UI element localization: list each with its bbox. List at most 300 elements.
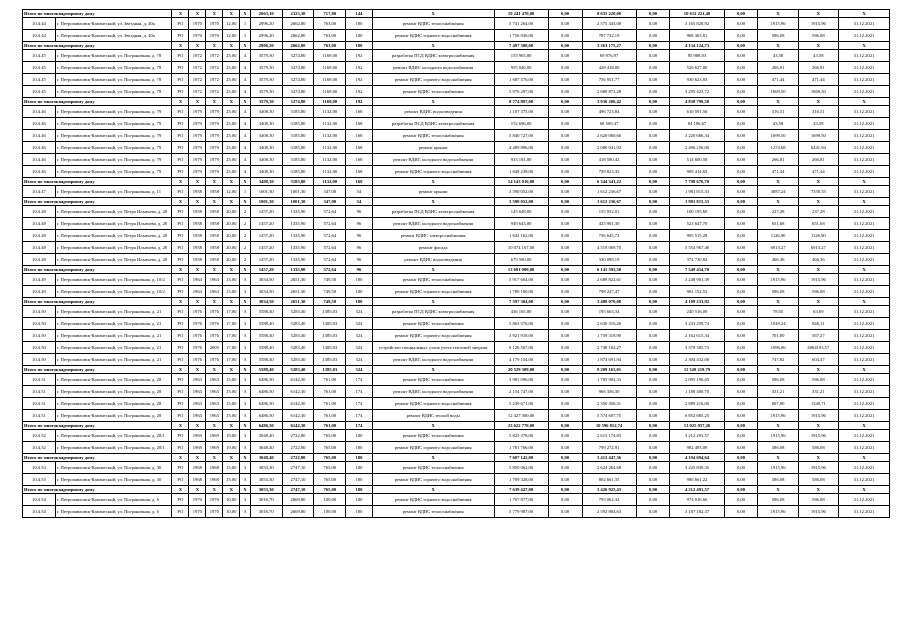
row-number: 10.4.54 — [23, 506, 56, 518]
table-cell: 1968 — [206, 462, 223, 474]
table-cell: 6 344 341,22 — [582, 178, 636, 186]
work-type-cell: ремонт ВДИС водоотведения — [372, 106, 494, 118]
table-cell: 1979 — [189, 130, 206, 142]
table-cell: X — [240, 266, 251, 274]
table-cell: 17,00 — [223, 330, 240, 342]
table-cell: 1669,50 — [798, 86, 838, 98]
table-cell: 6142,30 — [282, 374, 314, 386]
table-cell: 749,50 — [314, 298, 346, 306]
table-cell: 567,27 — [798, 330, 838, 342]
table-row — [23, 306, 890, 318]
table-cell: 180 — [346, 486, 372, 494]
table-row — [23, 342, 890, 354]
table-cell: 2651,30 — [282, 286, 314, 298]
table-cell: 761,00 — [314, 374, 346, 386]
work-type-cell: ремонт ВДИС холодного водоснабжения — [372, 62, 494, 74]
table-cell: 192 — [346, 98, 372, 106]
table-cell: X — [838, 266, 889, 274]
table-cell: 17,00 — [223, 354, 240, 366]
table-cell: 0,00 — [548, 454, 582, 462]
table-cell: РО — [172, 154, 189, 166]
table-cell: РО — [172, 318, 189, 330]
table-cell: 0,00 — [548, 494, 582, 506]
table-cell: 6486,50 — [250, 410, 282, 422]
table-cell: 31.12.2021 — [838, 106, 889, 118]
table-cell: 155 052,01 — [582, 206, 636, 218]
table-cell: 0,00 — [636, 106, 670, 118]
table-cell: 15,00 — [223, 386, 240, 398]
table-cell: 3274,80 — [282, 50, 314, 62]
table-cell: 168 — [346, 130, 372, 142]
table-cell: 192 — [346, 50, 372, 62]
table-cell: 0,00 — [724, 62, 758, 74]
table-cell: 763,00 — [314, 30, 346, 42]
table-cell: 1001,30 — [282, 198, 314, 206]
address-cell: г. Петропавловск-Камчатский, ул. Пограничная, д. 28 — [55, 374, 172, 386]
table-cell: 749,50 — [314, 274, 346, 286]
table-cell: 13,00 — [223, 286, 240, 298]
table-cell: 266,81 — [758, 62, 798, 74]
work-type-cell: ремонт ВДИС горячего водоснабжения — [372, 74, 494, 86]
table-cell: 1457,20 — [250, 206, 282, 218]
table-cell: РО — [172, 130, 189, 142]
table-cell: 3 426 925,43 — [582, 486, 636, 494]
table-cell: X — [206, 42, 223, 50]
table-cell: 4 — [240, 118, 251, 130]
row-number: 10.4.51 — [23, 398, 56, 410]
table-cell: 31.12.2021 — [838, 330, 889, 342]
table-cell: 1972 — [189, 50, 206, 62]
table-cell: 374 730,82 — [670, 254, 724, 266]
table-row — [23, 398, 890, 410]
table-cell: 0,00 — [724, 42, 758, 50]
table-cell: 180 — [346, 462, 372, 474]
table-cell: X — [240, 298, 251, 306]
table-cell: 1958 — [206, 230, 223, 242]
table-cell: 5 825 378,00 — [494, 430, 548, 442]
table-cell: 1 981 815,33 — [670, 198, 724, 206]
address-cell: г. Петропавловск-Камчатский, ул. Пограничная, д. 78 — [55, 74, 172, 86]
table-cell: 0,00 — [548, 198, 582, 206]
work-type-cell: ремонт ВДИС горячего водоснабжения — [372, 286, 494, 298]
table-cell: 1968 — [206, 474, 223, 486]
table-cell: 0,00 — [724, 166, 758, 178]
table-row — [23, 230, 890, 242]
table-cell: 0,00 — [636, 274, 670, 286]
table-cell: 96 — [346, 254, 372, 266]
table-cell: 1979 — [206, 118, 223, 130]
table-row — [23, 106, 890, 118]
table-cell: X — [223, 422, 240, 430]
table-cell: 3 187 182,37 — [670, 506, 724, 518]
table-cell: 31.12.2021 — [838, 318, 889, 330]
table-cell: 31.12.2021 — [838, 506, 889, 518]
table-cell: 2 613 174,83 — [582, 430, 636, 442]
table-cell: 1126,90 — [758, 230, 798, 242]
table-cell: 3053,30 — [250, 486, 282, 494]
table-row — [23, 330, 890, 342]
table-cell: 1915,96 — [758, 462, 798, 474]
work-type-cell: ремонт ВДИС водоотведения — [372, 254, 494, 266]
work-type-cell: разработка ПСД ВДИС электроснабжения — [372, 306, 494, 318]
table-cell: 0,00 — [548, 422, 582, 430]
address-cell: г. Петропавловск-Камчатский, ул. Пограничная, д. 21 — [55, 354, 172, 366]
address-cell: г. Петропавловск-Камчатский, ул. Пограничная, д. 6 — [55, 506, 172, 518]
table-cell: X — [172, 422, 189, 430]
row-number: 10.4.47 — [23, 186, 56, 198]
row-number: 10.4.46 — [23, 154, 56, 166]
table-row — [23, 430, 890, 442]
address-cell: г. Петропавловск-Камчатский, ул. Пограничная, д. 79 — [55, 154, 172, 166]
table-cell: 0,00 — [724, 10, 758, 18]
table-cell: 1 — [240, 186, 251, 198]
table-cell: 1335,90 — [282, 230, 314, 242]
table-cell: 43,58 — [798, 118, 838, 130]
table-cell: X — [223, 454, 240, 462]
table-cell: 3274,80 — [282, 86, 314, 98]
work-type-cell: ремонт ВДИС теплой воды — [372, 410, 494, 422]
table-cell: 0,00 — [548, 330, 582, 342]
table-cell: 2 496 256,00 — [670, 142, 724, 154]
table-cell: X — [798, 198, 838, 206]
total-label: Итого по многоквартирному дому — [23, 298, 172, 306]
table-cell: 0,00 — [548, 142, 582, 154]
table-cell: 586,08 — [758, 442, 798, 454]
table-cell: 1915,96 — [758, 430, 798, 442]
row-number: 10.4.45 — [23, 62, 56, 74]
table-cell: 19,00 — [223, 430, 240, 442]
table-cell: 3408,30 — [250, 118, 282, 130]
work-type-cell: X — [372, 42, 494, 50]
table-cell: X — [240, 198, 251, 206]
row-number: 10.4.52 — [23, 430, 56, 442]
table-cell: 425 901,30 — [582, 218, 636, 230]
table-cell: X — [223, 42, 240, 50]
table-cell: 1 756 036,00 — [494, 30, 548, 42]
table-cell: 0,00 — [636, 386, 670, 398]
table-cell: X — [240, 366, 251, 374]
table-cell: X — [189, 98, 206, 106]
address-cell: г. Петропавловск-Камчатский, ул. Пограничная, д. 79 — [55, 142, 172, 154]
table-cell: 2 592 804,63 — [582, 506, 636, 518]
table-cell: 968 303,81 — [670, 30, 724, 42]
table-row — [23, 142, 890, 154]
work-type-cell: ремонт ВДИС теплоснабжения — [372, 318, 494, 330]
table-row — [23, 442, 890, 454]
table-cell: 436 165,00 — [494, 306, 548, 318]
table-cell: 3408,30 — [250, 178, 282, 186]
table-cell: 2722,80 — [282, 454, 314, 462]
table-cell: 0,00 — [724, 462, 758, 474]
table-cell: РО — [172, 186, 189, 198]
table-cell: 1976 — [206, 306, 223, 318]
table-cell: 2 — [240, 254, 251, 266]
table-cell: 3 — [240, 286, 251, 298]
table-cell: 4 — [240, 62, 251, 74]
table-cell: 3185,80 — [282, 178, 314, 186]
table-cell: 168 — [346, 154, 372, 166]
table-cell: 3 233 259,74 — [670, 318, 724, 330]
table-cell: 25,00 — [223, 74, 240, 86]
table-cell: 2 162 615,34 — [670, 330, 724, 342]
table-cell: 6486,50 — [250, 374, 282, 386]
table-cell: 572,64 — [314, 230, 346, 242]
total-row — [23, 198, 890, 206]
table-cell: 78,05 — [758, 306, 798, 318]
table-cell: 7 497 300,00 — [494, 42, 548, 50]
table-cell: 0,00 — [548, 366, 582, 374]
table-cell: 1457,20 — [250, 242, 282, 254]
table-cell: 1385,03 — [314, 342, 346, 354]
work-type-cell: X — [372, 298, 494, 306]
table-cell: 6142,30 — [282, 398, 314, 410]
table-cell: 0,00 — [636, 254, 670, 266]
table-cell: 428 418,00 — [582, 62, 636, 74]
table-cell: 1096,06 — [758, 342, 798, 354]
table-cell: X — [758, 486, 798, 494]
table-cell: X — [189, 42, 206, 50]
table-cell: X — [798, 422, 838, 430]
table-cell: 0,00 — [724, 178, 758, 186]
total-row — [23, 366, 890, 374]
table-cell: 0,00 — [548, 218, 582, 230]
table-cell: 4 — [240, 74, 251, 86]
table-cell: 471,44 — [798, 166, 838, 178]
address-cell: г. Петропавловск-Камчатский, ул. Петра Ильичева, д. 20 — [55, 206, 172, 218]
table-cell: 651,68 — [758, 218, 798, 230]
table-cell: 12,00 — [223, 18, 240, 30]
table-cell: 347,00 — [314, 198, 346, 206]
table-cell: 324 — [346, 354, 372, 366]
table-cell: 1457,20 — [250, 218, 282, 230]
table-cell: X — [189, 486, 206, 494]
table-cell: 3 — [240, 274, 251, 286]
table-row — [23, 410, 890, 422]
table-cell: 266,81 — [798, 62, 838, 74]
table-cell: 0,00 — [724, 18, 758, 30]
row-number: 10.4.50 — [23, 354, 56, 366]
table-cell: 0,00 — [636, 30, 670, 42]
table-cell: X — [189, 366, 206, 374]
address-cell: г. Петропавловск-Камчатский, ул. Пограничная, д. 28/1 — [55, 442, 172, 454]
work-type-cell: ремонт ВДИС холодного водоснабжения — [372, 218, 494, 230]
table-cell: 1 — [240, 18, 251, 30]
table-cell: 13 691 090,00 — [494, 266, 548, 274]
table-cell: РО — [172, 106, 189, 118]
table-cell: X — [240, 422, 251, 430]
table-cell: 1969 — [206, 442, 223, 454]
table-cell: 0,00 — [636, 474, 670, 486]
table-cell: 31.12.2021 — [838, 286, 889, 298]
table-cell: РО — [172, 474, 189, 486]
table-cell: X — [206, 98, 223, 106]
table-cell: 3408,30 — [250, 154, 282, 166]
table-cell: 180 — [346, 30, 372, 42]
table-cell: РО — [172, 62, 189, 74]
table-cell: 0,00 — [724, 74, 758, 86]
table-cell: 0,00 — [548, 106, 582, 118]
table-cell: 23 622 770,00 — [494, 422, 548, 430]
table-cell: 2669,80 — [282, 494, 314, 506]
table-cell: 2662,80 — [282, 30, 314, 42]
table-cell: 0,00 — [724, 274, 758, 286]
table-cell: 905 515,28 — [670, 230, 724, 242]
table-cell: X — [223, 266, 240, 274]
table-cell: 0,00 — [636, 506, 670, 518]
table-cell: РО — [172, 218, 189, 230]
table-cell: 761,00 — [314, 386, 346, 398]
table-cell: 761,00 — [314, 422, 346, 430]
address-cell: г. Петропавловск-Камчатский, ул. Петра Ильичева, д. 20 — [55, 230, 172, 242]
table-cell: 31.12.2021 — [838, 398, 889, 410]
table-cell: X — [206, 454, 223, 462]
table-cell: 1 687 576,00 — [494, 74, 548, 86]
table-cell: 1963 — [206, 398, 223, 410]
table-cell: 0,00 — [636, 286, 670, 298]
table-cell: 10,00 — [223, 494, 240, 506]
work-type-cell: ремонт ВДИС теплоснабжения — [372, 18, 494, 30]
table-cell: 3185,80 — [282, 154, 314, 166]
table-cell: X — [189, 10, 206, 18]
table-cell: 2651,30 — [282, 274, 314, 286]
table-cell: 526 627,00 — [670, 62, 724, 74]
table-cell: 6486,50 — [250, 386, 282, 398]
document-sheet — [22, 9, 890, 518]
table-cell: 152 696,00 — [494, 118, 548, 130]
table-cell: 736 645,72 — [582, 230, 636, 242]
table-cell: 43,58 — [758, 50, 798, 62]
table-cell: 266,81 — [798, 154, 838, 166]
table-cell: РО — [172, 354, 189, 366]
table-cell: 174 — [346, 422, 372, 430]
table-cell: 0,00 — [548, 342, 582, 354]
table-cell: 0,00 — [724, 218, 758, 230]
table-cell: X — [172, 178, 189, 186]
table-cell: 0,00 — [548, 306, 582, 318]
table-cell: 1976 — [189, 318, 206, 330]
table-cell: 0,00 — [636, 50, 670, 62]
table-cell: 0,00 — [548, 354, 582, 366]
table-row — [23, 374, 890, 386]
table-cell: 155 965,00 — [494, 50, 548, 62]
table-cell: 0,00 — [636, 98, 670, 106]
table-cell: 1699,50 — [758, 130, 798, 142]
table-cell: РО — [172, 286, 189, 298]
table-cell: 0,00 — [548, 18, 582, 30]
table-cell: 0,00 — [548, 410, 582, 422]
table-cell: X — [758, 178, 798, 186]
table-cell: 1 874 691,94 — [582, 354, 636, 366]
table-cell: 0,00 — [724, 442, 758, 454]
row-number: 10.4.49 — [23, 274, 56, 286]
table-cell: 3 — [240, 374, 251, 386]
address-cell: г. Петропавловск-Камчатский, ул. Пограничная, д. 79 — [55, 106, 172, 118]
table-cell: X — [206, 298, 223, 306]
table-cell: 15,00 — [223, 474, 240, 486]
table-cell: 1970 — [189, 18, 206, 30]
address-cell: г. Петропавловск-Камчатский, ул. Пограничная, д. 10/2 — [55, 274, 172, 286]
table-cell: 144 — [346, 10, 372, 18]
table-cell: РО — [172, 274, 189, 286]
table-cell: 4 179 134,00 — [494, 354, 548, 366]
table-cell: 3 — [240, 318, 251, 330]
table-cell: 1 759 318,90 — [582, 330, 636, 342]
table-cell: X — [172, 454, 189, 462]
address-cell: г. Петропавловск-Камчатский, ул. Звездная, д. 40а — [55, 18, 172, 30]
table-cell: X — [223, 486, 240, 494]
table-cell: 1970 — [206, 30, 223, 42]
total-row — [23, 42, 890, 50]
table-cell: 1385,03 — [314, 318, 346, 330]
table-cell: 0,00 — [724, 130, 758, 142]
table-cell: 1970 — [206, 506, 223, 518]
table-cell: 100 195,60 — [670, 206, 724, 218]
table-cell: 324 — [346, 342, 372, 354]
table-cell: X — [838, 486, 889, 494]
table-cell: 68 509,47 — [582, 118, 636, 130]
table-cell: 717,00 — [314, 10, 346, 18]
table-cell: 0,00 — [636, 178, 670, 186]
table-cell: 3 — [240, 398, 251, 410]
address-cell: г. Петропавловск-Камчатский, ул. Петра Ильичева, д. 20 — [55, 254, 172, 266]
table-cell: 586,08 — [758, 286, 798, 298]
table-cell: 3408,30 — [250, 166, 282, 178]
table-cell: 1979 — [189, 142, 206, 154]
table-cell: 2669,80 — [282, 506, 314, 518]
table-cell: РО — [172, 230, 189, 242]
work-type-cell: разработка ПСД ВДИС электроснабжения — [372, 118, 494, 130]
table-cell: 1340,71 — [798, 398, 838, 410]
table-cell: 10 612 221,40 — [670, 10, 724, 18]
table-cell: 25,00 — [223, 154, 240, 166]
table-cell: 0,00 — [548, 98, 582, 106]
table-cell: РО — [172, 386, 189, 398]
table-cell: 10,00 — [223, 506, 240, 518]
table-row — [23, 206, 890, 218]
table-cell: 2 — [240, 206, 251, 218]
table-cell: 31.12.2021 — [838, 374, 889, 386]
table-cell: 1976 — [189, 342, 206, 354]
table-cell: 1972 — [206, 74, 223, 86]
table-cell: РО — [172, 506, 189, 518]
table-cell: 2 748 182,27 — [582, 342, 636, 354]
table-cell: 0,00 — [548, 242, 582, 254]
table-cell: 3 590 052,00 — [494, 186, 548, 198]
row-number: 10.4.46 — [23, 142, 56, 154]
table-cell: 331,21 — [798, 386, 838, 398]
table-cell: 0,00 — [636, 422, 670, 430]
table-cell: 0,00 — [548, 86, 582, 98]
table-cell: 2747,10 — [282, 462, 314, 474]
table-cell: 0,00 — [724, 30, 758, 42]
table-cell: 572,64 — [314, 218, 346, 230]
table-cell: 19 241 470,00 — [494, 10, 548, 18]
table-cell: 6486,50 — [250, 398, 282, 410]
table-cell: 168 — [346, 106, 372, 118]
table-cell: 1169,00 — [314, 86, 346, 98]
table-cell: X — [223, 298, 240, 306]
work-type-cell: X — [372, 422, 494, 430]
table-cell: 0,00 — [636, 42, 670, 50]
table-cell: 0,00 — [724, 366, 758, 374]
table-cell: РО — [172, 118, 189, 130]
address-cell: г. Петропавловск-Камчатский, ул. Петра Ильичева, д. 20 — [55, 242, 172, 254]
table-cell: 610 591,56 — [670, 106, 724, 118]
table-cell: 0,00 — [724, 422, 758, 430]
table-cell: 3 936 206,42 — [582, 98, 636, 106]
total-label: Итого по многоквартирному дому — [23, 198, 172, 206]
total-label: Итого по многоквартирному дому — [23, 486, 172, 494]
